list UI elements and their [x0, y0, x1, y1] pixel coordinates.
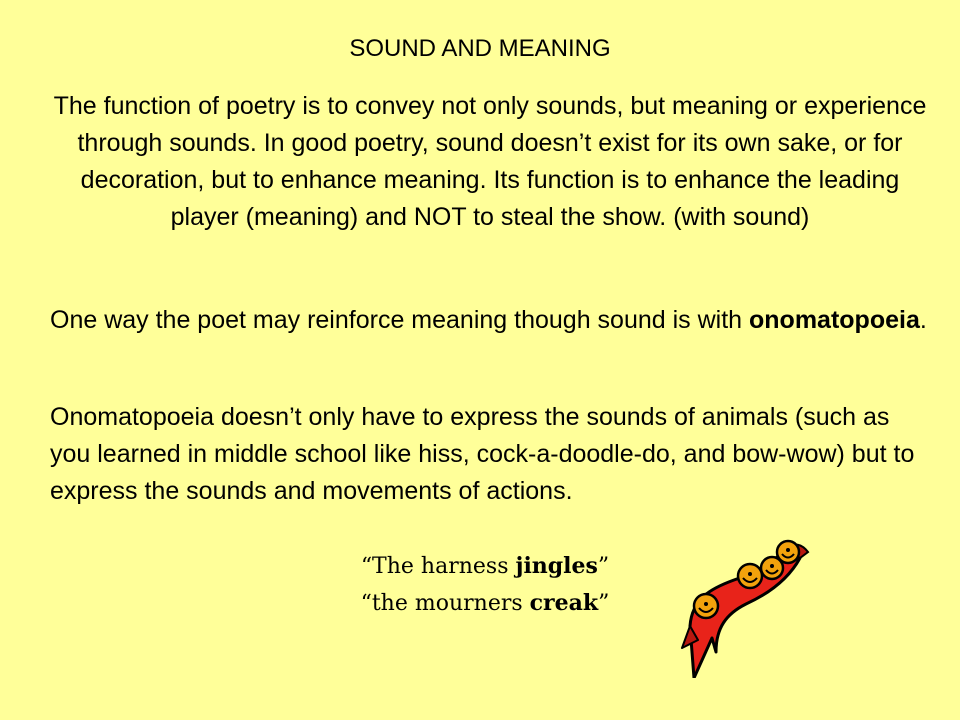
quote1-close: ” — [597, 554, 610, 579]
intro-paragraph: The function of poetry is to convey not only sounds, but meaning or experience through sounds. In good poetry, sound doesn’t exist for its own sake, or for decoration, but to enhance meaning. Its function is to enhance the leading player (meaning) and NOT to steal the show. (with sound) — [53, 92, 927, 231]
quote1-open: “The harness — [360, 554, 516, 579]
paragraph1-text: One way the poet may reinforce meaning though sound is with — [50, 306, 750, 334]
onomatopoeia-term: onomatopoeia — [749, 306, 920, 334]
onomatopoeia-paragraph — [50, 302, 930, 339]
quote1-bold: jingles — [515, 553, 598, 579]
quote2-open: “the mourners — [360, 591, 530, 616]
quote2-bold: creak — [529, 590, 599, 616]
slide-title: SOUND AND MEANING — [349, 35, 611, 62]
quote-block — [300, 548, 670, 622]
quote-mourners — [300, 585, 670, 622]
sleigh-bells-icon — [672, 528, 842, 678]
quote2-close: ” — [598, 591, 610, 616]
quote-harness — [300, 548, 670, 585]
examples-paragraph: Onomatopoeia doesn’t only have to express the sounds of animals (such as you learned in middle school like hiss, cock-a-doodle-do, and bow-wow) but to express the sounds and movements of actions. — [50, 403, 915, 505]
paragraph1-end: . — [919, 306, 927, 334]
